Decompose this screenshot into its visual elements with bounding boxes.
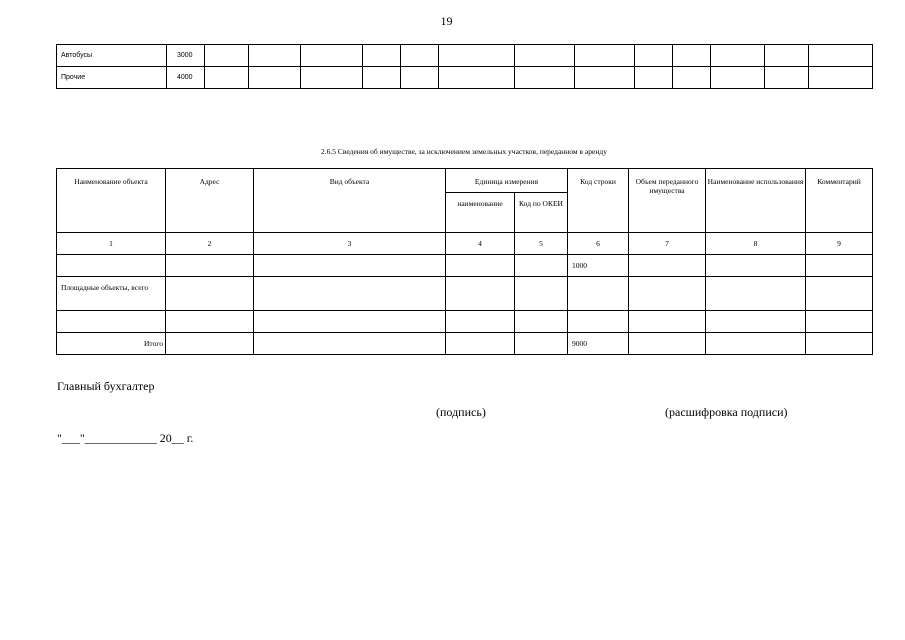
column-number: 5 <box>515 233 568 255</box>
column-number: 6 <box>568 233 629 255</box>
table-row <box>57 311 873 333</box>
signature-label: (подпись) <box>436 405 486 419</box>
row-name: Прочие <box>57 67 167 89</box>
header-unit-okei: Код по ОКЕИ <box>515 193 568 233</box>
row-code <box>568 311 629 333</box>
chief-accountant-label: Главный бухгалтер <box>57 379 155 393</box>
table-row <box>57 255 873 277</box>
total-row <box>57 333 873 355</box>
header-row <box>57 169 873 193</box>
row-code: 3000 <box>167 45 205 67</box>
column-number-row <box>57 233 873 255</box>
table-row <box>57 277 873 311</box>
header-unit: Единица измерения <box>446 169 568 193</box>
row-name: Площадные объекты, всего <box>57 277 166 311</box>
row-name: Автобусы <box>57 45 167 67</box>
row-name <box>57 311 166 333</box>
column-number: 1 <box>57 233 166 255</box>
date-line: "___"____________ 20__ г. <box>57 431 194 445</box>
row-code: 9000 <box>568 333 629 355</box>
header-address: Адрес <box>166 169 254 233</box>
row-name <box>57 255 166 277</box>
header-comment: Комментарий <box>806 169 873 233</box>
column-number: 3 <box>254 233 446 255</box>
column-number: 4 <box>446 233 515 255</box>
row-code: 1000 <box>568 255 629 277</box>
row-code <box>568 277 629 311</box>
signature-decode-label: (расшифровка подписи) <box>665 405 788 419</box>
header-object-type: Вид объекта <box>254 169 446 233</box>
page-number: 19 <box>440 14 453 28</box>
column-number: 7 <box>629 233 706 255</box>
leased-property-table <box>56 168 873 355</box>
header-usage-name: Наименование использования <box>706 169 806 233</box>
column-number: 8 <box>706 233 806 255</box>
header-unit-name: наименование <box>446 193 515 233</box>
column-number: 9 <box>806 233 873 255</box>
section-title: 2.6.5 Сведения об имуществе, за исключением земельных участков, переданном в аренду <box>321 147 607 156</box>
header-row-code: Код строки <box>568 169 629 233</box>
table-row <box>57 67 873 89</box>
row-code: 4000 <box>167 67 205 89</box>
header-volume: Объем переданного имущества <box>629 169 706 233</box>
column-number: 2 <box>166 233 254 255</box>
row-name: Итого <box>57 333 166 355</box>
vehicle-table-continuation <box>56 44 873 89</box>
header-object-name: Наименование объекта <box>57 169 166 233</box>
table-row <box>57 45 873 67</box>
